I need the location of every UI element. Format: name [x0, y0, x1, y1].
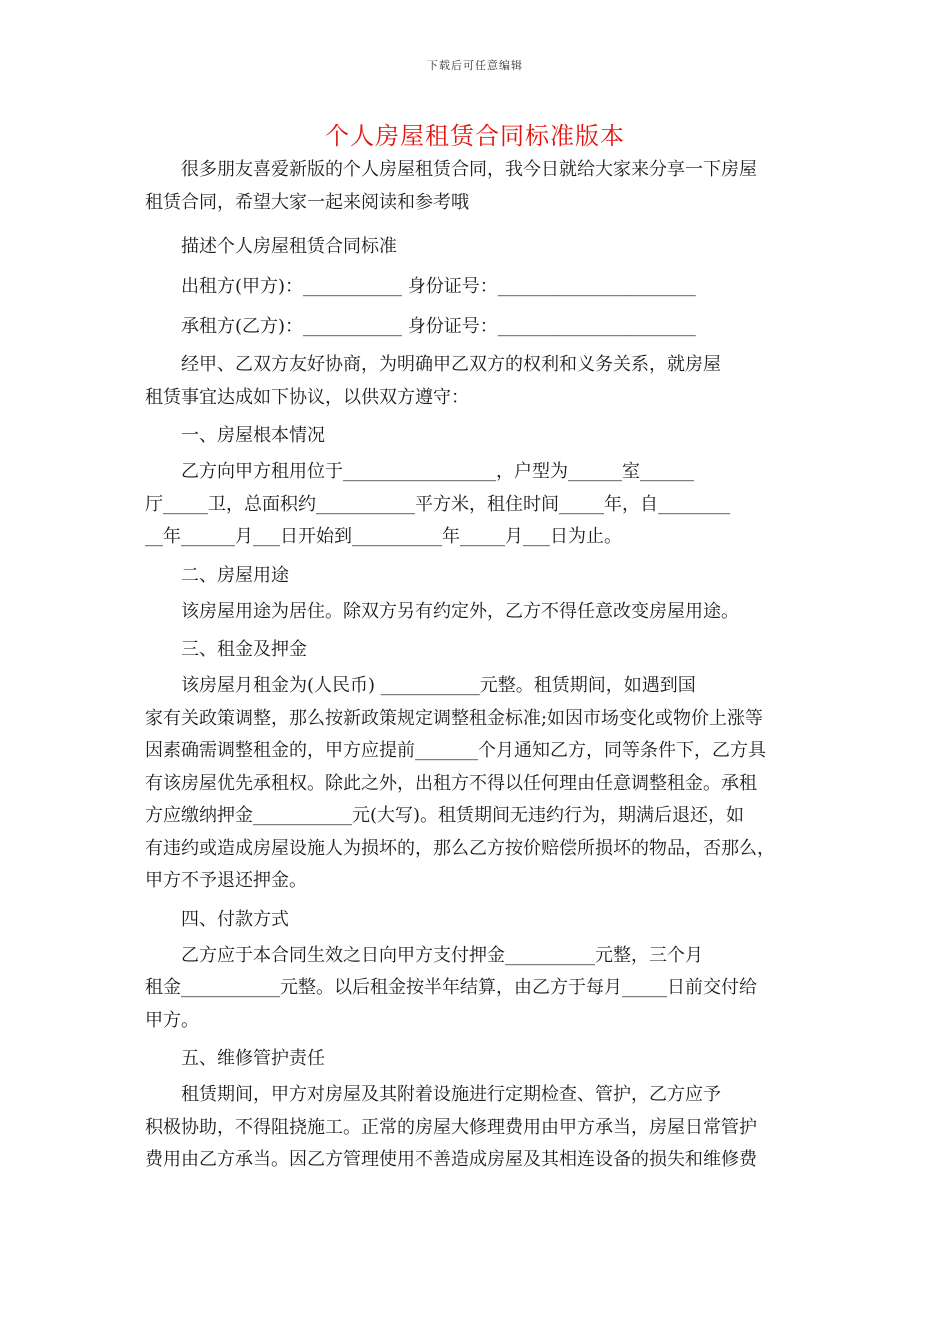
section-heading-5: 五、维修管护责任	[181, 1048, 325, 1069]
document-body	[145, 154, 811, 1177]
agreement-paragraph: 经甲、乙双方友好协商，为明确甲乙双方的权利和义务关系，就房屋 租赁事宜达成如下协议，以供双方遵守：	[145, 354, 721, 408]
section-body-2: 该房屋用途为居住。除双方另有约定外，乙方不得任意改变房屋用途。	[181, 600, 739, 622]
section-body-4: 乙方应于本合同生效之日向甲方支付押金__________元整，三个月 租金___________元整。以后租金按半年结算，由乙方于每月_____日前交付给 甲方。	[145, 944, 757, 1031]
section-heading-1: 一、房屋根本情况	[181, 425, 325, 446]
intro-paragraph: 很多朋友喜爱新版的个人房屋租赁合同，我今日就给大家来分享一下房屋 租赁合同，希望大家一起来阅读和参考哦	[145, 159, 757, 213]
section-heading-2: 二、房屋用途	[181, 564, 289, 586]
section-body-1: 乙方向甲方租用位于_________________，户型为______室______ 厅_____卫，总面积约___________平方米，租住时间_____年，自________ __年______月___日开始到__________年_____月___日为止。	[145, 461, 730, 547]
header-note: 下载后可任意编辑	[427, 59, 523, 72]
subtitle-line: 描述个人房屋租赁合同标准	[181, 236, 397, 257]
section-body-5: 租赁期间，甲方对房屋及其附着设施进行定期检查、管护，乙方应予 积极协助，不得阻挠施工。正常的房屋大修理费用由甲方承当，房屋日常管护 费用由乙方承当。因乙方管理使用不善造成房屋及其相连设备的损失和维修费	[145, 1084, 757, 1170]
lessor-line: 出租方(甲方)：___________ 身份证号：______________________	[181, 276, 696, 297]
section-heading-3: 三、租金及押金	[181, 639, 307, 660]
section-heading-4: 四、付款方式	[181, 908, 289, 930]
lessee-line: 承租方(乙方)：___________ 身份证号：______________________	[181, 316, 696, 337]
section-body-3: 该房屋月租金为(人民币) ___________元整。租赁期间，如遇到国 家有关政策调整，那么按新政策规定调整租金标准;如因市场变化或物价上涨等 因素确需调整租金的，甲方应提前_______个月通知乙方，同等条件下，乙方具 有该房屋优先承租权。除此之外，出租方不得以任何理由任意调整租金。承租 方应缴纳押金___________元(大写)。租赁期间无违约行为，期满后退还，如 有违约或造成房屋设施人为损坏的，那么乙方按价赔偿所损坏的物品，否那么， 甲方不予退还押金。	[145, 675, 775, 891]
document-title: 个人房屋租赁合同标准版本	[325, 122, 625, 150]
